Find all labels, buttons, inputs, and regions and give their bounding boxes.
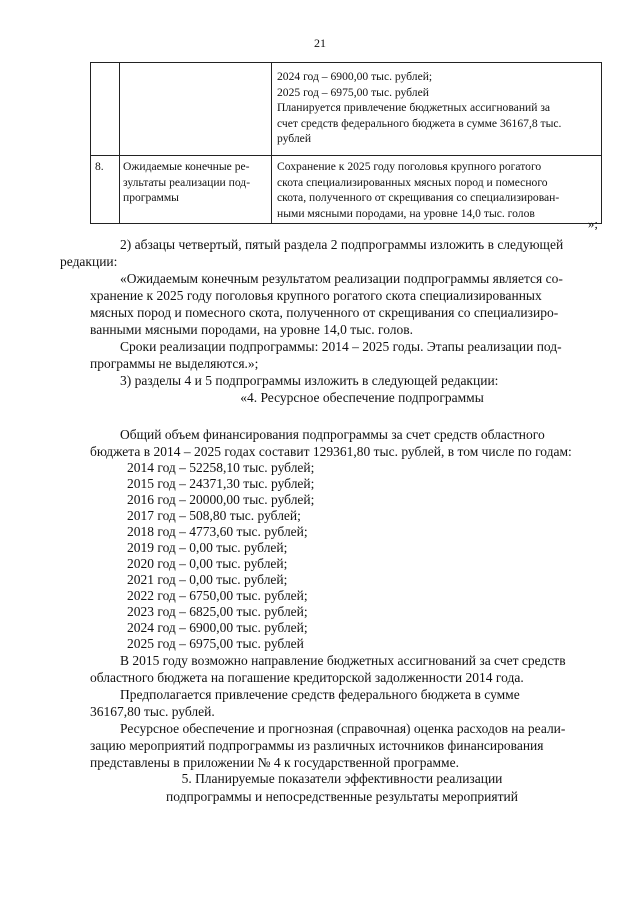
section-4-heading: «4. Ресурсное обеспечение подпрограммы: [240, 390, 484, 405]
text-line: Предполагается привлечение средств федерального бюджета в сумме: [120, 687, 520, 702]
table-cell-line: зультаты реализации под-: [123, 175, 251, 189]
table-cell-line: рублей: [277, 132, 312, 146]
list-item: 2018 год – 4773,60 тыс. рублей;: [127, 524, 308, 539]
table-row: [91, 156, 602, 224]
table-cell-name: [120, 156, 272, 224]
table-cell-line: скота специализированных мясных пород и помесного: [277, 175, 548, 189]
table-cell-line: Планируется привлечение бюджетных ассигнований за: [277, 101, 551, 115]
table-cell-number: 8.: [91, 156, 120, 224]
list-item: 2021 год – 0,00 тыс. рублей;: [127, 572, 288, 587]
paragraph-federal-funds: [90, 686, 594, 720]
list-item: 2015 год – 24371,30 тыс. рублей;: [127, 476, 315, 491]
paragraph-expected-result: [90, 270, 594, 338]
text-line: хранение к 2025 году поголовья крупного рогатого скота специализированных: [90, 288, 542, 303]
table-cell-line: 2025 год – 6975,00 тыс. рублей: [277, 85, 429, 99]
list-item: 2016 год – 20000,00 тыс. рублей;: [127, 492, 315, 507]
table-cell-line: скота, полученного от скрещивания со специализирован-: [277, 191, 560, 205]
list-item: 2019 год – 0,00 тыс. рублей;: [127, 540, 288, 555]
table-row: [91, 63, 602, 156]
text-line: Общий объем финансирования подпрограммы за счет средств областного: [120, 427, 545, 442]
paragraph-resource-estimate: [90, 720, 594, 771]
table-cell-line: Сохранение к 2025 году поголовья крупного рогатого: [277, 160, 542, 173]
list-item: 2014 год – 52258,10 тыс. рублей;: [127, 460, 315, 475]
text-line: зацию мероприятий подпрограммы из различных источников финансирования: [90, 738, 544, 753]
text-line: редакции:: [60, 254, 118, 269]
amendment-text: [60, 236, 594, 771]
text-line: В 2015 году возможно направление бюджетных ассигнований за счет средств: [120, 653, 566, 668]
text-line: 2) абзацы четвертый, пятый раздела 2 подпрограммы изложить в следующей: [120, 237, 564, 252]
paragraph-terms: [90, 338, 594, 372]
list-item: 2024 год – 6900,00 тыс. рублей;: [127, 620, 308, 635]
text-line: бюджета в 2014 – 2025 годах составит 129361,80 тыс. рублей, в том числе по годам:: [90, 444, 572, 459]
table-cell-line: 2024 год – 6900,00 тыс. рублей;: [277, 70, 433, 83]
table-cell-line: программы: [123, 191, 179, 205]
closing-quote: »;: [587, 216, 598, 231]
heading-line: подпрограммы и непосредственные результаты мероприятий: [166, 789, 518, 804]
paragraph-total-funding: [90, 426, 594, 460]
text-line: Сроки реализации подпрограммы: 2014 – 2025 годы. Этапы реализации под-: [120, 339, 562, 354]
text-line: мясных пород и помесного скота, полученного от скрещивания со специализиро-: [90, 305, 559, 320]
list-item: 2020 год – 0,00 тыс. рублей;: [127, 556, 288, 571]
text-line: представлены в приложении № 4 к государственной программе.: [90, 755, 459, 770]
heading-line: 5. Планируемые показатели эффективности реализации: [181, 771, 503, 786]
text-line: областного бюджета на погашение кредиторской задолженности 2014 года.: [90, 670, 524, 685]
table-cell-line: счет средств федерального бюджета в сумме 36167,8 тыс.: [277, 116, 562, 130]
program-passport-table: [90, 62, 602, 224]
funding-by-year-list: [90, 460, 594, 652]
text-line: «Ожидаемым конечным результатом реализации подпрограммы является со-: [120, 271, 563, 286]
paragraph-amendment-2: [60, 236, 594, 270]
table-cell-number: [91, 63, 120, 156]
table-cell-line: ными мясными породами, на уровне 14,0 тыс. голов: [277, 206, 535, 220]
paragraph-2015-allocation: [90, 652, 594, 686]
text-line: 36167,80 тыс. рублей.: [90, 704, 215, 719]
table-cell-value: [272, 63, 602, 156]
text-line: Ресурсное обеспечение и прогнозная (справочная) оценка расходов на реали-: [120, 721, 566, 736]
list-item: 2025 год – 6975,00 тыс. рублей: [127, 636, 304, 651]
section-5-heading: [90, 770, 594, 806]
table-cell-name: [120, 63, 272, 156]
page-number: 21: [314, 36, 326, 50]
text-line: программы не выделяются.»;: [90, 356, 259, 371]
table-cell-value: [272, 156, 602, 224]
list-item: 2022 год – 6750,00 тыс. рублей;: [127, 588, 308, 603]
paragraph-amendment-3: 3) разделы 4 и 5 подпрограммы изложить в следующей редакции:: [120, 373, 499, 388]
list-item: 2017 год – 508,80 тыс. рублей;: [127, 508, 301, 523]
list-item: 2023 год – 6825,00 тыс. рублей;: [127, 604, 308, 619]
text-line: ванными мясными породами, на уровне 14,0 тыс. голов.: [90, 322, 414, 337]
table-cell-line: Ожидаемые конечные ре-: [123, 160, 250, 173]
